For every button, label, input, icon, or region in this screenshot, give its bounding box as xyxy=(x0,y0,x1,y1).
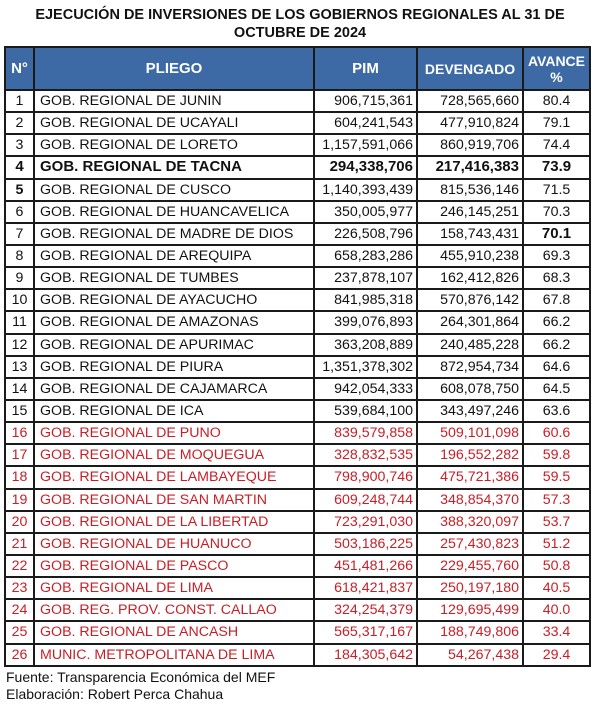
table-row xyxy=(5,599,590,621)
table-body xyxy=(5,90,590,666)
page-title xyxy=(0,6,600,42)
pim-cell: 798,900,746 xyxy=(314,466,417,488)
table-row xyxy=(5,311,590,333)
avance-cell: 40.5 xyxy=(523,577,590,599)
table-row xyxy=(5,489,590,511)
avance-cell: 71.5 xyxy=(523,179,590,201)
table-row xyxy=(5,444,590,466)
pliego-cell: GOB. REGIONAL DE PASCO xyxy=(34,555,314,577)
title-line-1: EJECUCIÓN DE INVERSIONES DE LOS GOBIERNOS REGIONALES AL 31 DE xyxy=(35,7,565,23)
table-row xyxy=(5,577,590,599)
table-row xyxy=(5,466,590,488)
pliego-cell: GOB. REGIONAL DE SAN MARTIN xyxy=(34,489,314,511)
table-row xyxy=(5,223,590,245)
avance-cell: 64.6 xyxy=(523,356,590,378)
row-number: 5 xyxy=(5,179,34,201)
pim-cell: 839,579,858 xyxy=(314,422,417,444)
pim-cell: 363,208,889 xyxy=(314,334,417,356)
devengado-cell: 608,078,750 xyxy=(417,378,523,400)
pim-cell: 451,481,266 xyxy=(314,555,417,577)
devengado-cell: 240,485,228 xyxy=(417,334,523,356)
table-row xyxy=(5,201,590,223)
devengado-cell: 229,455,760 xyxy=(417,555,523,577)
header-n: N° xyxy=(5,47,34,90)
pliego-cell: GOB. REGIONAL DE TACNA xyxy=(34,156,314,178)
table-row xyxy=(5,533,590,555)
table-row xyxy=(5,112,590,134)
table-row xyxy=(5,555,590,577)
row-number: 4 xyxy=(5,156,34,178)
devengado-cell: 860,919,706 xyxy=(417,134,523,156)
pliego-cell: GOB. REGIONAL DE HUANCAVELICA xyxy=(34,201,314,223)
devengado-cell: 728,565,660 xyxy=(417,90,523,112)
table-row xyxy=(5,90,590,112)
table-row xyxy=(5,356,590,378)
header-pim: PIM xyxy=(314,47,417,90)
pliego-cell: GOB. REGIONAL DE HUANUCO xyxy=(34,533,314,555)
devengado-cell: 455,910,238 xyxy=(417,245,523,267)
avance-cell: 50.8 xyxy=(523,555,590,577)
devengado-cell: 250,197,180 xyxy=(417,577,523,599)
pliego-cell: GOB. REGIONAL DE CUSCO xyxy=(34,179,314,201)
row-number: 9 xyxy=(5,267,34,289)
table-row xyxy=(5,400,590,422)
table-row xyxy=(5,644,590,666)
pim-cell: 184,305,642 xyxy=(314,644,417,666)
devengado-cell: 162,412,826 xyxy=(417,267,523,289)
row-number: 1 xyxy=(5,90,34,112)
investment-execution-table xyxy=(4,46,591,667)
pim-cell: 1,140,393,439 xyxy=(314,179,417,201)
devengado-cell: 257,430,823 xyxy=(417,533,523,555)
avance-cell: 79.1 xyxy=(523,112,590,134)
pliego-cell: GOB. REGIONAL DE UCAYALI xyxy=(34,112,314,134)
avance-cell: 57.3 xyxy=(523,489,590,511)
pim-cell: 539,684,100 xyxy=(314,400,417,422)
pim-cell: 350,005,977 xyxy=(314,201,417,223)
row-number: 17 xyxy=(5,444,34,466)
devengado-cell: 348,854,370 xyxy=(417,489,523,511)
row-number: 18 xyxy=(5,466,34,488)
pliego-cell: GOB. REGIONAL DE AREQUIPA xyxy=(34,245,314,267)
pim-cell: 604,241,543 xyxy=(314,112,417,134)
pim-cell: 723,291,030 xyxy=(314,511,417,533)
avance-cell: 70.1 xyxy=(523,223,590,245)
row-number: 3 xyxy=(5,134,34,156)
footer xyxy=(6,669,275,703)
row-number: 25 xyxy=(5,621,34,643)
table-row xyxy=(5,422,590,444)
avance-cell: 74.4 xyxy=(523,134,590,156)
header-devengado: DEVENGADO xyxy=(417,47,523,90)
devengado-cell: 477,910,824 xyxy=(417,112,523,134)
pim-cell: 324,254,379 xyxy=(314,599,417,621)
row-number: 16 xyxy=(5,422,34,444)
pliego-cell: GOB. REGIONAL DE ANCASH xyxy=(34,621,314,643)
pliego-cell: GOB. REGIONAL DE CAJAMARCA xyxy=(34,378,314,400)
avance-cell: 64.5 xyxy=(523,378,590,400)
pim-cell: 328,832,535 xyxy=(314,444,417,466)
row-number: 23 xyxy=(5,577,34,599)
row-number: 7 xyxy=(5,223,34,245)
pim-cell: 399,076,893 xyxy=(314,311,417,333)
avance-cell: 68.3 xyxy=(523,267,590,289)
row-number: 15 xyxy=(5,400,34,422)
table-header-row xyxy=(5,47,590,90)
header-avance xyxy=(523,47,590,90)
pim-cell: 906,715,361 xyxy=(314,90,417,112)
devengado-cell: 54,267,438 xyxy=(417,644,523,666)
devengado-cell: 129,695,499 xyxy=(417,599,523,621)
pliego-cell: GOB. REGIONAL DE MADRE DE DIOS xyxy=(34,223,314,245)
table-row xyxy=(5,267,590,289)
row-number: 19 xyxy=(5,489,34,511)
pim-cell: 1,351,378,302 xyxy=(314,356,417,378)
table-row xyxy=(5,511,590,533)
avance-cell: 59.8 xyxy=(523,444,590,466)
pliego-cell: GOB. REGIONAL DE LA LIBERTAD xyxy=(34,511,314,533)
avance-cell: 59.5 xyxy=(523,466,590,488)
row-number: 12 xyxy=(5,334,34,356)
avance-cell: 29.4 xyxy=(523,644,590,666)
avance-cell: 53.7 xyxy=(523,511,590,533)
table-row xyxy=(5,334,590,356)
pliego-cell: GOB. REGIONAL DE AMAZONAS xyxy=(34,311,314,333)
table-row xyxy=(5,245,590,267)
avance-cell: 80.4 xyxy=(523,90,590,112)
avance-cell: 63.6 xyxy=(523,400,590,422)
avance-cell: 33.4 xyxy=(523,621,590,643)
pim-cell: 618,421,837 xyxy=(314,577,417,599)
pliego-cell: GOB. REGIONAL DE LIMA xyxy=(34,577,314,599)
devengado-cell: 188,749,806 xyxy=(417,621,523,643)
row-number: 2 xyxy=(5,112,34,134)
row-number: 14 xyxy=(5,378,34,400)
row-number: 13 xyxy=(5,356,34,378)
pim-cell: 294,338,706 xyxy=(314,156,417,178)
row-number: 22 xyxy=(5,555,34,577)
devengado-cell: 264,301,864 xyxy=(417,311,523,333)
header-avance-label: AVANCE xyxy=(527,52,586,69)
table-row xyxy=(5,156,590,178)
row-number: 10 xyxy=(5,289,34,311)
pliego-cell: GOB. REGIONAL DE PIURA xyxy=(34,356,314,378)
table-row xyxy=(5,179,590,201)
pim-cell: 1,157,591,066 xyxy=(314,134,417,156)
devengado-cell: 475,721,386 xyxy=(417,466,523,488)
devengado-cell: 872,954,734 xyxy=(417,356,523,378)
devengado-cell: 343,497,246 xyxy=(417,400,523,422)
pliego-cell: GOB. REGIONAL DE LAMBAYEQUE xyxy=(34,466,314,488)
row-number: 6 xyxy=(5,201,34,223)
row-number: 20 xyxy=(5,511,34,533)
row-number: 11 xyxy=(5,311,34,333)
row-number: 24 xyxy=(5,599,34,621)
title-line-2: OCTUBRE DE 2024 xyxy=(233,25,367,41)
pim-cell: 609,248,744 xyxy=(314,489,417,511)
pim-cell: 237,878,107 xyxy=(314,267,417,289)
avance-cell: 51.2 xyxy=(523,533,590,555)
table-row xyxy=(5,378,590,400)
devengado-cell: 570,876,142 xyxy=(417,289,523,311)
pim-cell: 565,317,167 xyxy=(314,621,417,643)
row-number: 8 xyxy=(5,245,34,267)
pliego-cell: GOB. REGIONAL DE ICA xyxy=(34,400,314,422)
avance-cell: 69.3 xyxy=(523,245,590,267)
devengado-cell: 196,552,282 xyxy=(417,444,523,466)
pim-cell: 658,283,286 xyxy=(314,245,417,267)
header-pliego: PLIEGO xyxy=(34,47,314,90)
pliego-cell: GOB. REGIONAL DE TUMBES xyxy=(34,267,314,289)
pliego-cell: MUNIC. METROPOLITANA DE LIMA xyxy=(34,644,314,666)
pim-cell: 942,054,333 xyxy=(314,378,417,400)
pliego-cell: GOB. REGIONAL DE MOQUEGUA xyxy=(34,444,314,466)
table-row xyxy=(5,621,590,643)
footer-source: Fuente: Transparencia Económica del MEF xyxy=(6,669,276,685)
pliego-cell: GOB. REG. PROV. CONST. CALLAO xyxy=(34,599,314,621)
pim-cell: 841,985,318 xyxy=(314,289,417,311)
devengado-cell: 246,145,251 xyxy=(417,201,523,223)
pim-cell: 503,186,225 xyxy=(314,533,417,555)
devengado-cell: 388,320,097 xyxy=(417,511,523,533)
pliego-cell: GOB. REGIONAL DE LORETO xyxy=(34,134,314,156)
avance-cell: 67.8 xyxy=(523,289,590,311)
row-number: 26 xyxy=(5,644,34,666)
footer-author: Elaboración: Robert Perca Chahua xyxy=(6,686,224,702)
table-row xyxy=(5,134,590,156)
pliego-cell: GOB. REGIONAL DE AYACUCHO xyxy=(34,289,314,311)
pliego-cell: GOB. REGIONAL DE PUNO xyxy=(34,422,314,444)
pim-cell: 226,508,796 xyxy=(314,223,417,245)
avance-cell: 66.2 xyxy=(523,334,590,356)
devengado-cell: 509,101,098 xyxy=(417,422,523,444)
row-number: 21 xyxy=(5,533,34,555)
avance-cell: 73.9 xyxy=(523,156,590,178)
devengado-cell: 158,743,431 xyxy=(417,223,523,245)
header-avance-percent: % xyxy=(550,68,563,85)
table-row xyxy=(5,289,590,311)
pliego-cell: GOB. REGIONAL DE APURIMAC xyxy=(34,334,314,356)
avance-cell: 40.0 xyxy=(523,599,590,621)
avance-cell: 70.3 xyxy=(523,201,590,223)
devengado-cell: 815,536,146 xyxy=(417,179,523,201)
devengado-cell: 217,416,383 xyxy=(417,156,523,178)
avance-cell: 60.6 xyxy=(523,422,590,444)
pliego-cell: GOB. REGIONAL DE JUNIN xyxy=(34,90,314,112)
avance-cell: 66.2 xyxy=(523,311,590,333)
